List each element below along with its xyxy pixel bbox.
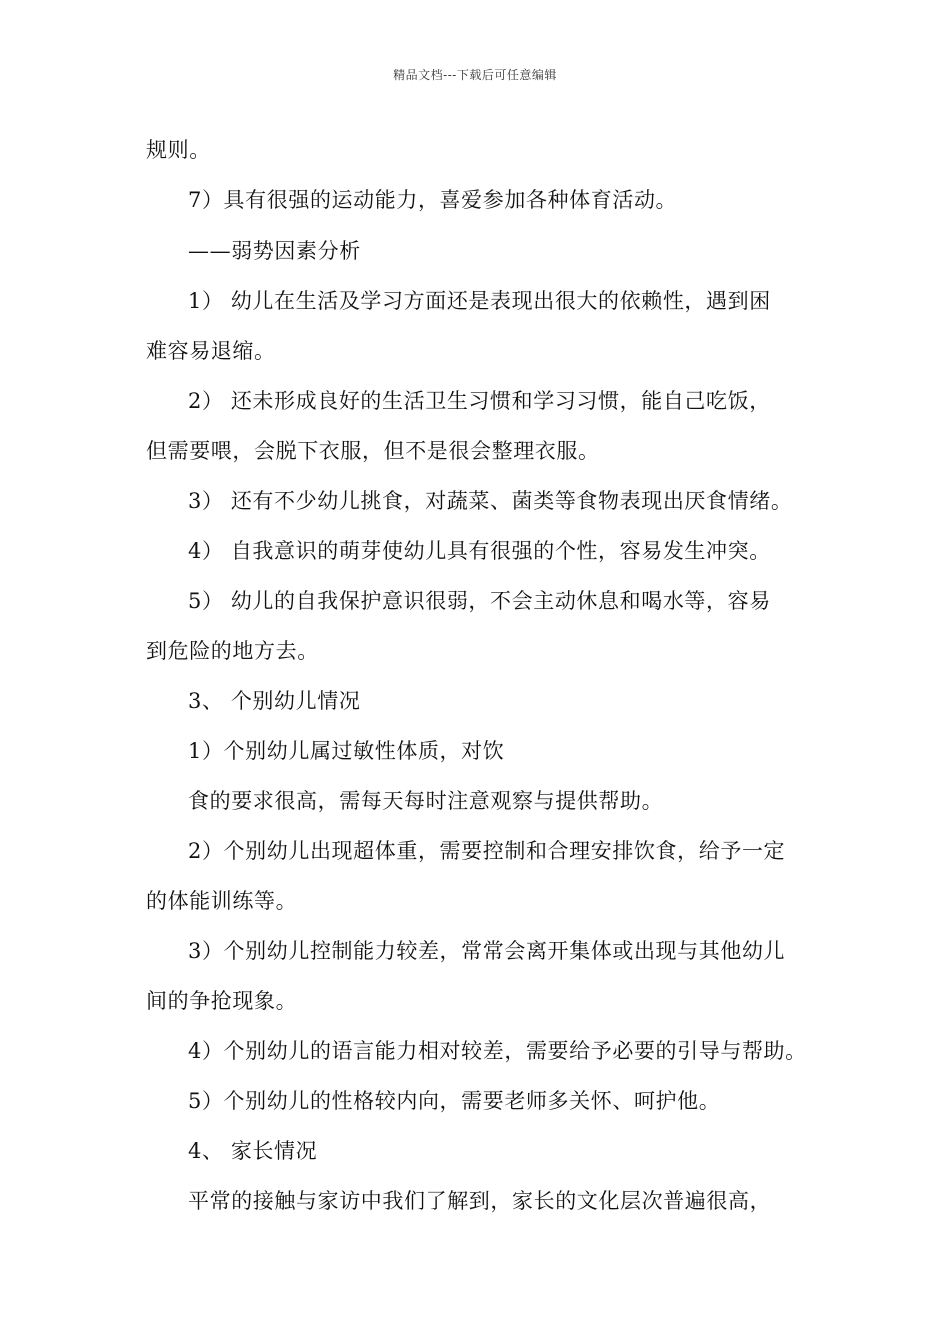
section-heading: ——弱势因素分析 [188,239,361,263]
text-line: 但需要喂，会脱下衣服，但不是很会整理衣服。 [146,439,600,463]
text-line: 2） 还未形成良好的生活卫生习惯和学习习惯，能自己吃饭， [188,389,771,413]
text-line: 3） 还有不少幼儿挑食，对蔬菜、菌类等食物表现出厌食情绪。 [188,489,793,513]
text-line: 5）个别幼儿的性格较内向，需要老师多关怀、呵护他。 [188,1089,721,1113]
text-line: 7）具有很强的运动能力，喜爱参加各种体育活动。 [188,188,678,212]
text-line: 平常的接触与家访中我们了解到，家长的文化层次普遍很高， [188,1189,772,1213]
section-heading: 3、 个别幼儿情况 [188,689,361,713]
text-line: 2）个别幼儿出现超体重，需要控制和合理安排饮食，给予一定 [188,839,786,863]
text-line: 到危险的地方去。 [146,639,319,663]
section-heading: 4、 家长情况 [188,1139,318,1163]
text-line: 的体能训练等。 [146,889,298,913]
text-line: 4）个别幼儿的语言能力相对较差，需要给予必要的引导与帮助。 [188,1039,807,1063]
page-header: 精品文档---下载后可任意编辑 [393,68,557,82]
text-line: 1） 幼儿在生活及学习方面还是表现出很大的依赖性，遇到困 [188,289,771,313]
text-line: 规则。 [146,138,211,162]
text-line: 5） 幼儿的自我保护意识很弱，不会主动休息和喝水等，容易 [188,589,771,613]
text-line: 3）个别幼儿控制能力较差，常常会离开集体或出现与其他幼儿 [188,939,786,963]
text-line: 4） 自我意识的萌芽使幼儿具有很强的个性，容易发生冲突。 [188,539,771,563]
text-line: 食的要求很高，需每天每时注意观察与提供帮助。 [188,789,664,813]
text-line: 间的争抢现象。 [146,989,298,1013]
text-line: 难容易退缩。 [146,339,276,363]
text-line: 1）个别幼儿属过敏性体质，对饮 [188,739,505,763]
